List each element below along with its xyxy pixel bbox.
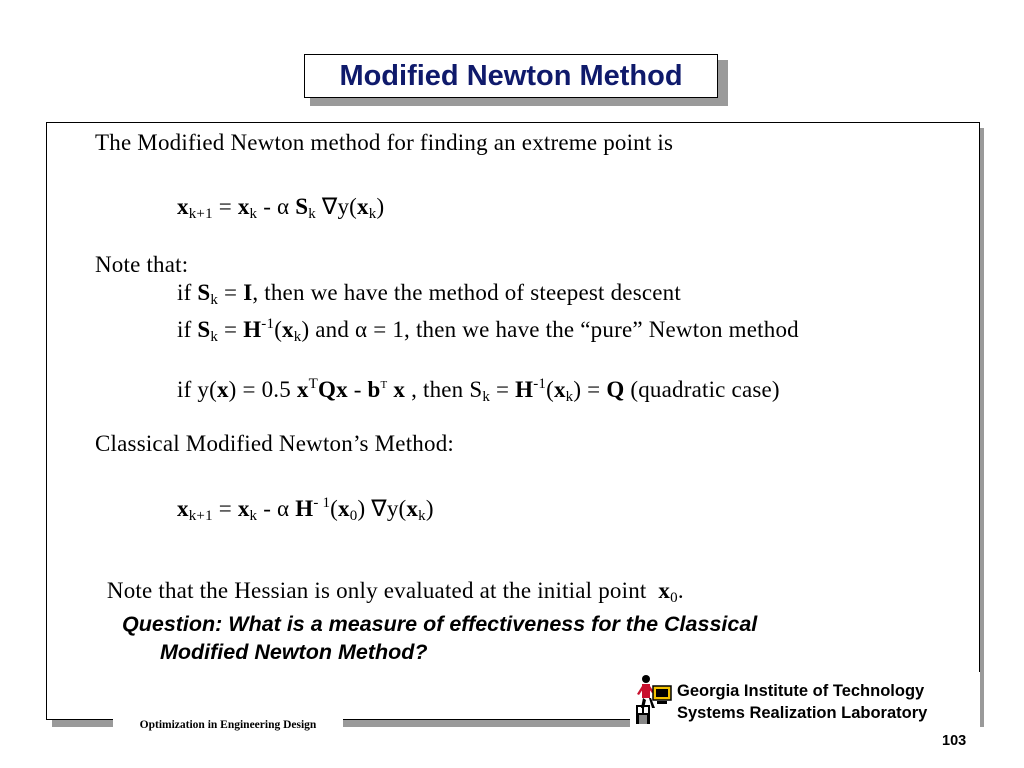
org-line-2: Systems Realization Laboratory (677, 704, 928, 722)
slide-title: Modified Newton Method (339, 59, 683, 92)
title-box (304, 54, 718, 98)
classical-label: Classical Modified Newton’s Method: (95, 431, 454, 456)
question-text (122, 610, 908, 666)
footer-course-box (113, 716, 343, 734)
classical-rule-formula: $x_{k+1} = x_k - \alpha$ $H^{- 1}(x_0)$ $\nabla y(x_k)$ (177, 495, 434, 524)
intro-text: The Modified Newton method for finding an extreme point is (95, 130, 674, 155)
page-number: 103 (942, 733, 967, 749)
gatech-srl-logo-icon (633, 674, 675, 726)
question-line-1: Question: What is a measure of effectiveness for the Classical (122, 612, 758, 636)
case-steepest-descent: if $S_k = I$, then we have the method of steepest descent (177, 280, 681, 308)
case-pure-newton: if $S_k = H^{-1}(x_k)$ and α = 1, then we have the “pure” Newton method (177, 316, 799, 345)
update-rule-formula: $x_{k+1} = x_k - \alpha$ $S_k$ $\nabla y(x_k)$ (177, 194, 385, 222)
footer-course: Optimization in Engineering Design (139, 719, 317, 731)
note-label: Note that: (95, 252, 189, 277)
case-quadratic: if y(x) = 0.5 $x^TQx - b^T$ x , then $S_k = H^{-1}(x_k) = Q$ (quadratic case) (177, 376, 780, 405)
org-line-1: Georgia Institute of Technology (677, 682, 925, 700)
hessian-note: Note that the Hessian is only evaluated at the initial point $x_0$. (106, 578, 684, 606)
question-line-2: Modified Newton Method? (160, 640, 428, 664)
